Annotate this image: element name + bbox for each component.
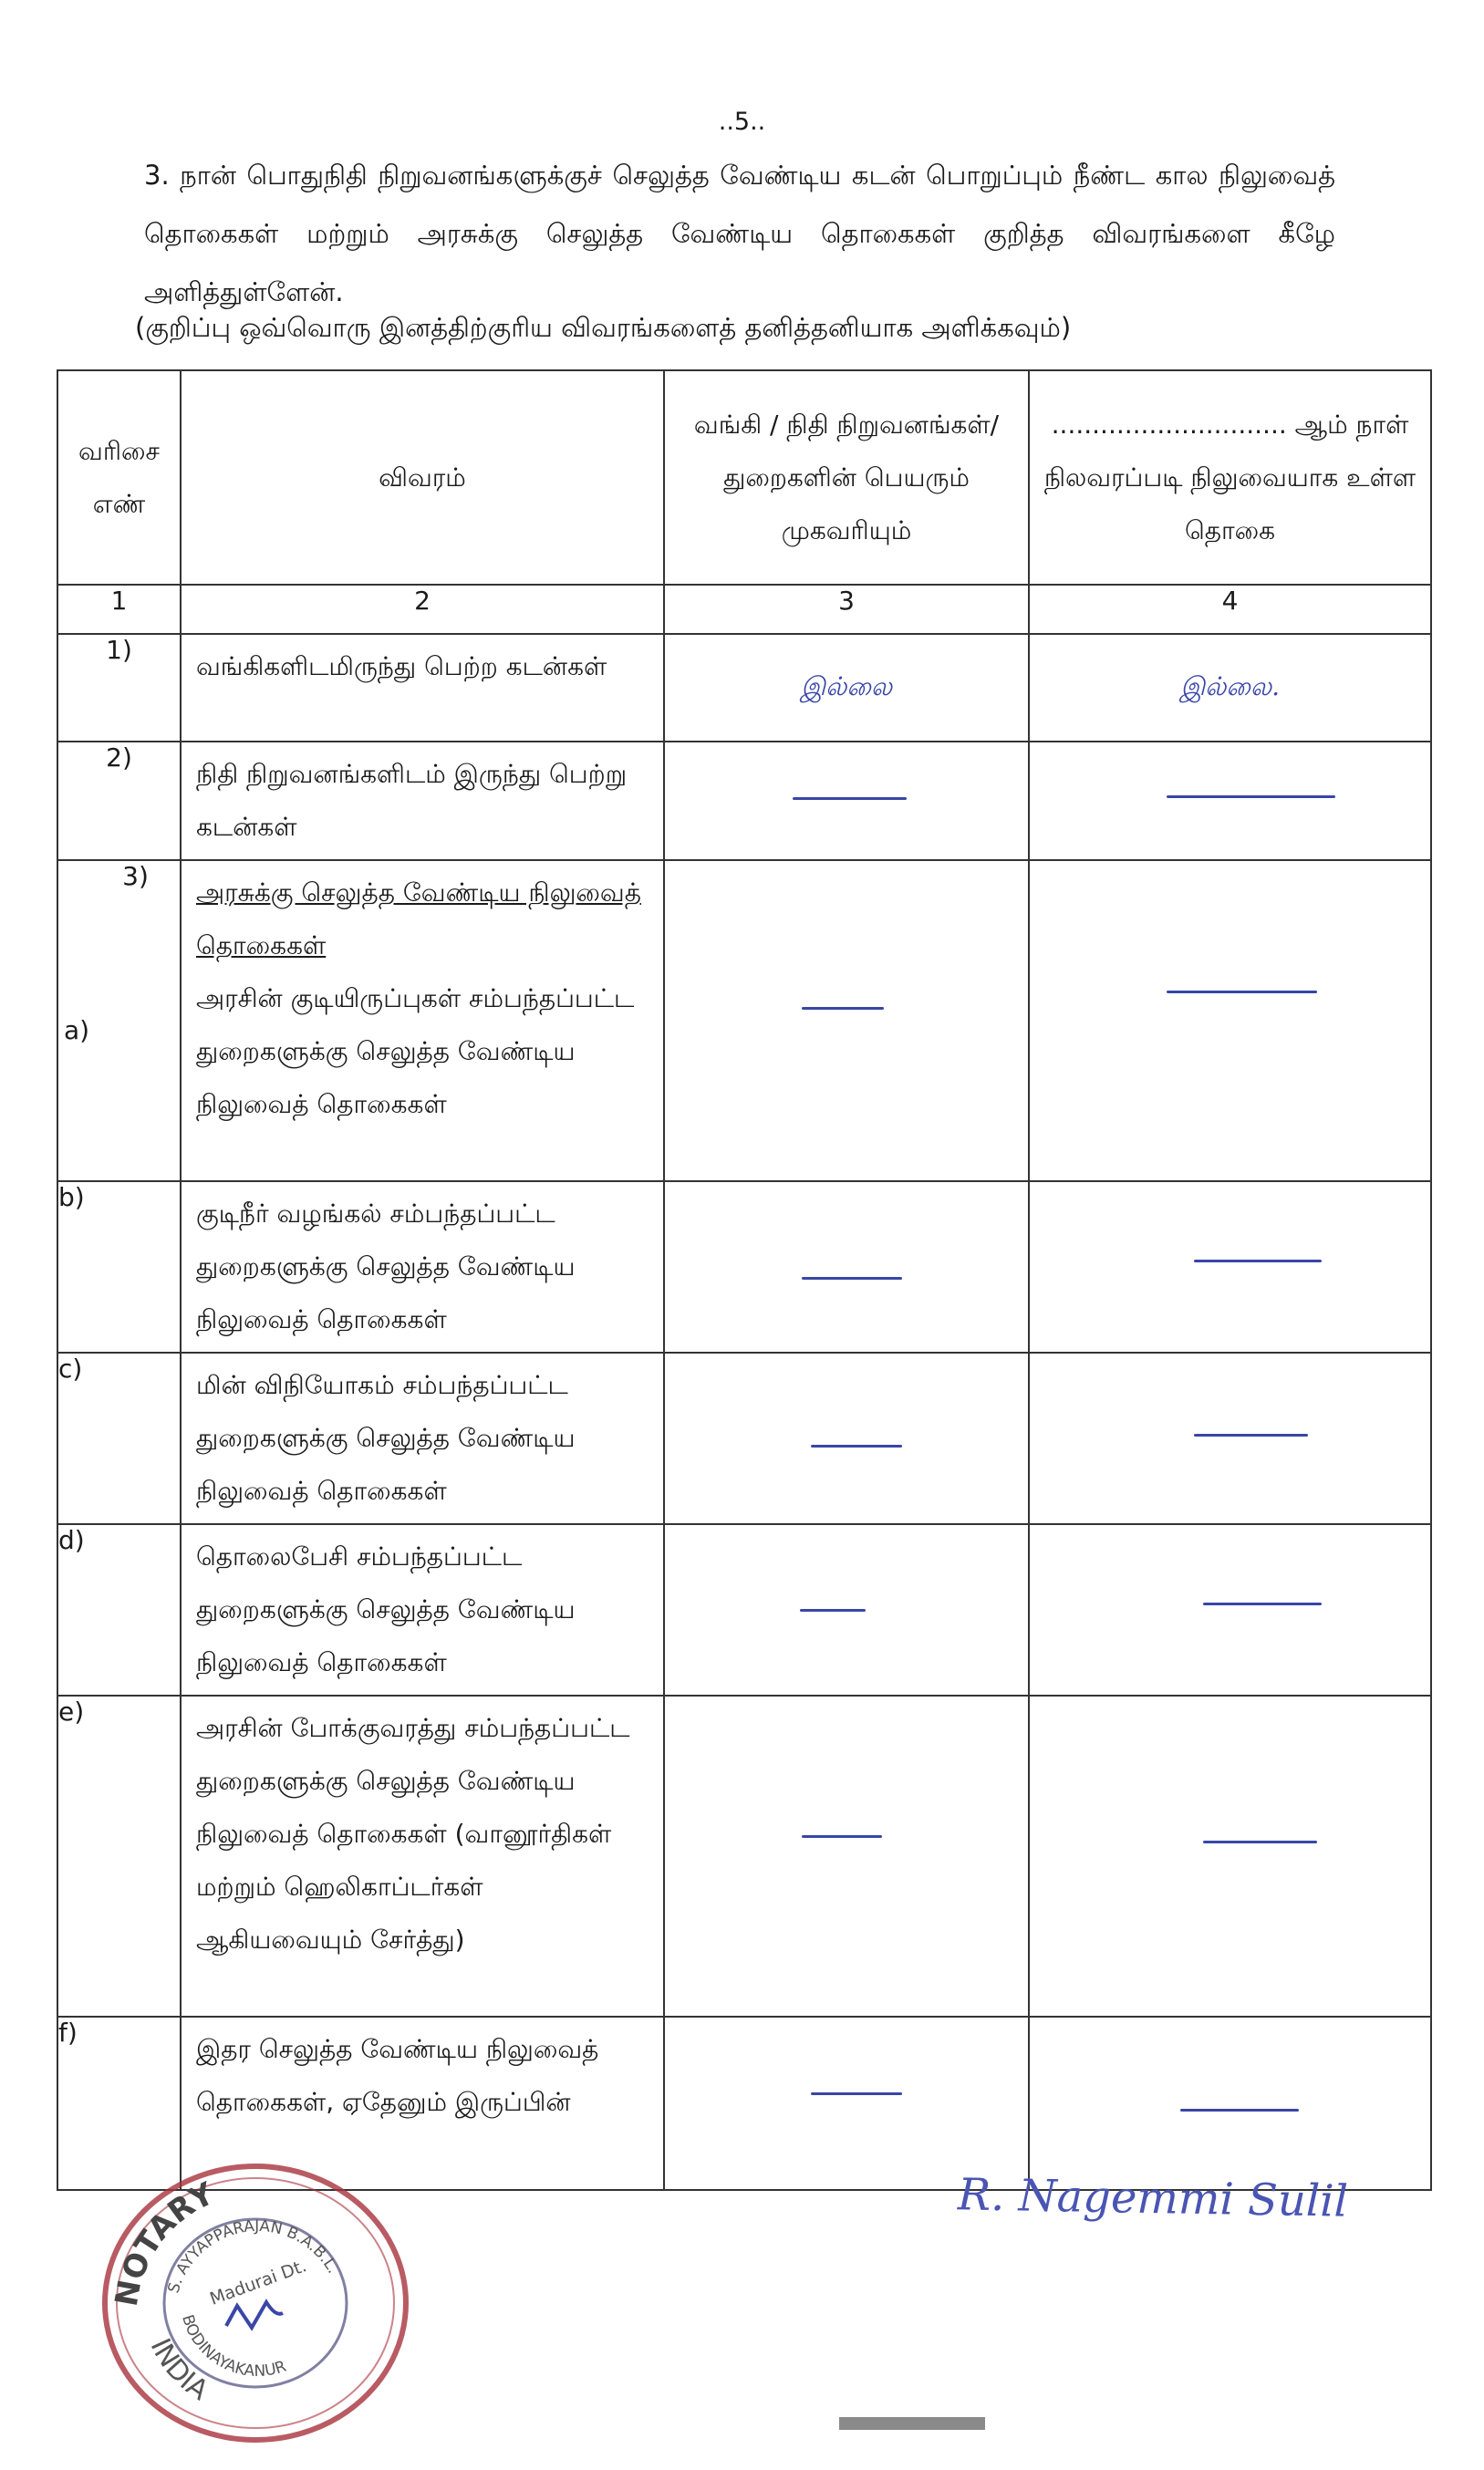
column-number: 4 [1029,585,1431,634]
serial-cell [57,860,181,1181]
scan-artifact [839,2417,985,2430]
dash-cell [1029,860,1431,1181]
table-row [57,1696,1431,2017]
table-row [57,634,1431,742]
dash-cell [664,742,1029,860]
serial-number: e) [57,1696,181,2017]
dash-cell [664,1696,1029,2017]
header-institution: வங்கி / நிதி நிறுவனங்கள்/ துறைகளின் பெயரும் முகவரியும் [664,370,1029,585]
handwritten-dash [802,1835,882,1838]
handwritten-dash [811,1445,902,1448]
stamp-country: INDIA [143,2333,214,2407]
handwritten-dash [800,1609,866,1612]
instruction-note: (குறிப்பு ஒவ்வொரு இனத்திற்குரிய விவரங்களைத் தனித்தனியாக அளிக்கவும்) [135,312,1072,343]
handwritten-dash [802,1007,884,1010]
deponent-signature: R. Nagemmi Sulil [957,2169,1349,2227]
table-row [57,1353,1431,1524]
stamp-title: NOTARY [108,2175,220,2309]
table-row [57,1181,1431,1353]
header-details: விவரம் [181,370,664,585]
dash-cell [1029,2017,1431,2190]
handwritten-dash [1203,1841,1317,1843]
serial-number: 2) [57,742,181,860]
page-number: ..5.. [718,108,766,136]
handwritten-dash [811,2092,902,2095]
row-description: அரசின் போக்குவரத்து சம்பந்தப்பட்ட துறைகளுக்கு செலுத்த வேண்டிய நிலுவைத் தொகைகள் (வானூர்திகள் மற்றும் ஹெலிகாப்டர்கள் ஆகியவையும் சேர்த்து) [196,1713,630,1955]
column-number: 3 [664,585,1029,634]
dash-cell [664,1524,1029,1696]
table-row [57,742,1431,860]
row-description: வங்கிகளிடமிருந்து பெற்ற கடன்கள் [196,651,607,681]
column-number: 1 [57,585,181,634]
stamp-place: BODINAYAKANUR [178,2312,289,2382]
dash-cell [664,1181,1029,1353]
handwritten-dash [1180,2109,1299,2112]
row-description: அரசின் குடியிருப்புகள் சம்பந்தப்பட்ட துறைகளுக்கு செலுத்த வேண்டிய நிலுவைத் தொகைகள் [196,983,635,1119]
handwritten-dash [1167,991,1317,993]
notary-signature-scribble [226,2302,283,2328]
row-description: குடிநீர் வழங்கல் சம்பந்தப்பட்ட துறைகளுக்கு செலுத்த வேண்டிய நிலுவைத் தொகைகள் [196,1199,576,1334]
row-description: மின் விநியோகம் சம்பந்தப்பட்ட துறைகளுக்கு செலுத்த வேண்டிய நிலுவைத் தொகைகள் [196,1370,576,1506]
dash-cell [1029,1524,1431,1696]
handwritten-dash [1203,1603,1322,1605]
stamp-district: Madurai Dt. [207,2256,310,2309]
serial-number: f) [57,2017,181,2190]
dash-cell [1029,1353,1431,1524]
handwritten-dash [1194,1260,1322,1262]
row-description: இதர செலுத்த வேண்டிய நிலுவைத் தொகைகள், ஏதேனும் இருப்பின் [196,2034,599,2117]
handwritten-nil: இல்லை. [1029,634,1431,742]
sub-serial-number: a) [64,1015,90,1045]
table-header-row [57,370,1431,585]
dash-cell [664,1353,1029,1524]
dash-cell [1029,1696,1431,2017]
serial-number: d) [57,1524,181,1696]
section-heading: அரசுக்கு செலுத்த வேண்டிய நிலுவைத் தொகைகள் [196,877,641,960]
dash-cell [664,2017,1029,2190]
dash-cell [1029,1181,1431,1353]
stamp-notary-name: S. AYYAPPARAJAN B.A.B.L. [164,2216,342,2296]
header-serial-no: வரிசை எண் [57,370,181,585]
column-number: 2 [181,585,664,634]
notary-stamp [73,2134,438,2463]
table-row [57,1524,1431,1696]
row-description: நிதி நிறுவனங்களிடம் இருந்து பெற்று கடன்கள் [196,759,628,842]
serial-number: 3) [122,861,149,891]
serial-number: c) [57,1353,181,1524]
table-row [57,860,1431,1181]
handwritten-dash [1194,1434,1308,1437]
column-number-row [57,585,1431,634]
declaration-paragraph: 3. நான் பொதுநிதி நிறுவனங்களுக்குச் செலுத்த வேண்டிய கடன் பொறுப்பும் நீண்ட கால நிலுவைத் தொகைகள் மற்றும் அரசுக்கு செலுத்த வேண்டிய தொகைகள் குறித்த விவரங்களை கீழே அளித்துள்ளேன். [144,160,1336,307]
serial-number: b) [57,1181,181,1353]
handwritten-dash [793,797,907,800]
liabilities-table [57,369,1432,2191]
serial-number: 1) [57,634,181,742]
dash-cell [664,860,1029,1181]
header-outstanding-amount: ............................. ஆம் நாள் நிலவரப்படி நிலுவையாக உள்ள தொகை [1029,370,1431,585]
row-description: தொலைபேசி சம்பந்தப்பட்ட துறைகளுக்கு செலுத்த வேண்டிய நிலுவைத் தொகைகள் [196,1541,576,1677]
dash-cell [1029,742,1431,860]
handwritten-dash [1167,795,1335,798]
handwritten-nil: இல்லை [664,634,1029,742]
handwritten-dash [802,1277,902,1280]
